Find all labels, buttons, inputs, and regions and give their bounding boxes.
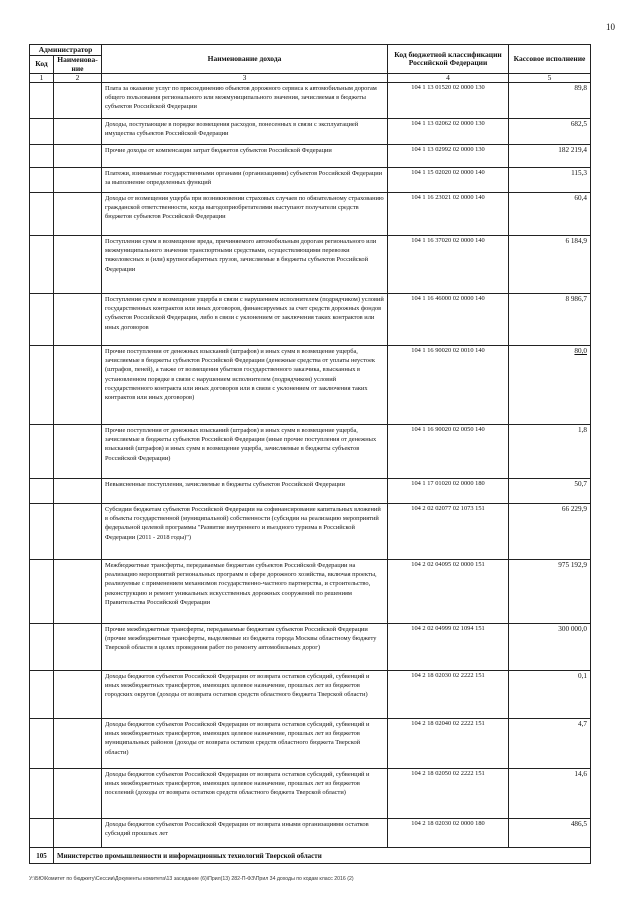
table-row [30,560,591,624]
table-row [30,346,591,425]
cash-amount: 682,5 [509,119,591,145]
header-kod: Код [30,56,54,74]
income-description: Прочие поступления от денежных взысканий (штрафов) и иных сумм в возмещение ущерба, зачисляемые в бюджеты субъектов Российской Федерации (денежные средства от уплаты неустоек (штрафов, пеней), а также от возмещения убытков государственного заказчика, взысканных в установленном порядке в связи с нарушением исполнителем (подрядчиком) условий государственного контракта или иных договоров или в связи с уклонением от заключения таких контрактов или иных договоров) [102,346,388,425]
budget-code: 104 2 02 04095 02 0000 151 [388,560,509,624]
income-description: Доходы, поступающие в порядке возмещения расходов, понесенных в связи с эксплуатацией имущества субъектов Российской Федерации [102,119,388,145]
budget-code: 104 2 02 04999 02 1094 151 [388,624,509,671]
income-description: Поступления сумм в возмещение вреда, причиняемого автомобильным дорогам регионального или межмуниципального значения транспортными средствами, осуществляющими перевозки тяжеловесных и (или) крупногабаритных грузов, зачисляемые в бюджеты субъектов Российской Федерации [102,236,388,294]
income-description: Платежи, взимаемые государственными органами (организациями) субъектов Российской Федерации за выполнение определенных функций [102,168,388,193]
table-row [30,479,591,504]
cash-amount: 1,8 [509,425,591,479]
table-row [30,193,591,236]
cash-amount: 300 000,0 [509,624,591,671]
income-description: Доходы бюджетов субъектов Российской Федерации от возврата остатков субсидий, субвенций и иных межбюджетных трансфертов, имеющих целевое назначение, прошлых лет из бюджетов муниципальных районов (доходы от возврата остатков средств областного бюджета Тверской области) [102,719,388,769]
table-row [30,145,591,168]
income-description: Доходы бюджетов субъектов Российской Федерации от возврата остатков субсидий, субвенций и иных межбюджетных трансфертов, имеющих целевое назначение, прошлых лет из бюджетов городских округов (доходы от возврата остатков средств областного бюджета Тверской области) [102,671,388,719]
budget-code: 104 1 17 01020 02 0000 180 [388,479,509,504]
table-row [30,504,591,560]
admin-name: Министерство промышленности и информационных технологий Тверской области [54,848,591,864]
cash-amount: 975 192,9 [509,560,591,624]
income-description: Невыясненные поступления, зачисляемые в бюджеты субъектов Российской Федерации [102,479,388,504]
col-number: 1 [30,74,54,83]
cash-amount: 66 229,9 [509,504,591,560]
page-number: 10 [606,22,615,32]
income-description: Доходы бюджетов субъектов Российской Федерации от возврата иными организациями остатков субсидий прошлых лет [102,819,388,848]
budget-code: 104 1 16 23021 02 0000 140 [388,193,509,236]
table-row [30,425,591,479]
cash-amount: 6 184,9 [509,236,591,294]
table-row [30,819,591,848]
budget-code: 104 1 13 02062 02 0000 130 [388,119,509,145]
income-description: Прочие межбюджетные трансферты, передаваемые бюджетам субъектов Российской Федерации (прочие межбюджетные трансферты, выделяемые из бюджета города Москвы областному бюджету Тверской области в целях проведения работ по ремонту автомобильных дорог) [102,624,388,671]
budget-code: 104 2 18 02030 02 0000 180 [388,819,509,848]
cash-amount: 80,0 [509,346,591,425]
income-description: Субсидии бюджетам субъектов Российской Федерации на софинансирование капитальных вложений в объекты государственной (муниципальной) собственности (субсидии на реализацию мероприятий федеральной целевой программы "Развитие внутреннего и въездного туризма в Российской Федерации (2011 - 2018 годы)") [102,504,388,560]
cash-amount: 50,7 [509,479,591,504]
cash-amount: 4,7 [509,719,591,769]
budget-code: 104 1 16 46000 02 0000 140 [388,294,509,346]
budget-code: 104 2 02 02077 02 1073 151 [388,504,509,560]
cash-amount: 14,6 [509,769,591,819]
budget-code: 104 1 15 02020 02 0000 140 [388,168,509,193]
income-description: Доходы бюджетов субъектов Российской Федерации от возврата остатков субсидий, субвенций и иных межбюджетных трансфертов, имеющих целевое назначение, прошлых лет из бюджетов поселений (доходы от возврата остатков средств областного бюджета Тверской области) [102,769,388,819]
admin-code: 105 [30,848,54,864]
table-row [30,719,591,769]
col-number: 4 [388,74,509,83]
budget-code: 104 1 13 02992 02 0000 130 [388,145,509,168]
cash-amount: 115,3 [509,168,591,193]
cash-amount: 486,5 [509,819,591,848]
table-row [30,83,591,119]
budget-code: 104 2 18 02030 02 2222 151 [388,671,509,719]
table-row [30,236,591,294]
budget-code: 104 1 16 90020 02 0010 140 [388,346,509,425]
income-description: Прочие поступления от денежных взысканий (штрафов) и иных сумм в возмещение ущерба, зачисляемые в бюджеты субъектов Российской Федерации (иные прочие поступления от денежных взысканий (штрафов) и иных сумм в возмещение ущерба, зачисляемые в бюджеты субъектов Российской Федерации) [102,425,388,479]
table-row [30,848,591,864]
budget-code: 104 1 16 37020 02 0000 140 [388,236,509,294]
table-row [30,624,591,671]
cash-amount: 8 986,7 [509,294,591,346]
cash-amount: 182 219,4 [509,145,591,168]
budget-code: 104 1 16 90020 02 0050 140 [388,425,509,479]
income-description: Межбюджетные трансферты, передаваемые бюджетам субъектов Российской Федерации на реализацию мероприятий региональных программ в сфере дорожного хозяйства, включая проекты, реализуемые с применением механизмов государственно-частного партнерства, и строительство, реконструкцию и ремонт уникальных искусственных дорожных сооружений по решениям Правительства Российской Федерации [102,560,388,624]
table-row [30,119,591,145]
income-description: Поступления сумм в возмещение ущерба в связи с нарушением исполнителем (подрядчиком) условий государственных контрактов или иных договоров, финансируемых за счет средств дорожных фондов субъектов Российской Федерации, либо в связи с уклонением от заключения таких контрактов или иных договоров [102,294,388,346]
income-description: Доходы от возмещения ущерба при возникновении страховых случаев по обязательному страхованию гражданской ответственности, когда выгодоприобретателями выступают получатели средств бюджетов субъектов Российской Федерации [102,193,388,236]
income-description: Прочие доходы от компенсации затрат бюджетов субъектов Российской Федерации [102,145,388,168]
header-name-short: Наименова-ние [54,56,102,74]
col-number: 5 [509,74,591,83]
file-path-footer: У:\БЮ\Комитет по бюджету\Сессии\Документы комитета\13 заседание (6)\Прил(13) 282-П-ФЗ\Прил 34 доходы по кодам класс 2016 (2) [29,876,354,882]
table-row [30,294,591,346]
table-row [30,671,591,719]
cash-amount: 60,4 [509,193,591,236]
cash-amount: 0,1 [509,671,591,719]
header-cash-execution: Кассовое исполнение [509,45,591,74]
table-row [30,168,591,193]
header-administrator: Администратор [30,45,102,56]
income-description: Плата за оказание услуг по присоединению объектов дорожного сервиса к автомобильным дорогам общего пользования регионального или межмуниципального значения, зачисляемая в бюджеты субъектов Российской Федерации [102,83,388,119]
budget-code: 104 1 13 01520 02 0000 130 [388,83,509,119]
col-number: 2 [54,74,102,83]
cash-amount: 89,8 [509,83,591,119]
table-row [30,769,591,819]
income-table [29,44,591,864]
header-income-name: Наименование дохода [102,45,388,74]
header-budget-code: Код бюджетной классификации Российской Федерации [388,45,509,74]
budget-code: 104 2 18 02050 02 2222 151 [388,769,509,819]
budget-code: 104 2 18 02040 02 2222 151 [388,719,509,769]
col-number: 3 [102,74,388,83]
